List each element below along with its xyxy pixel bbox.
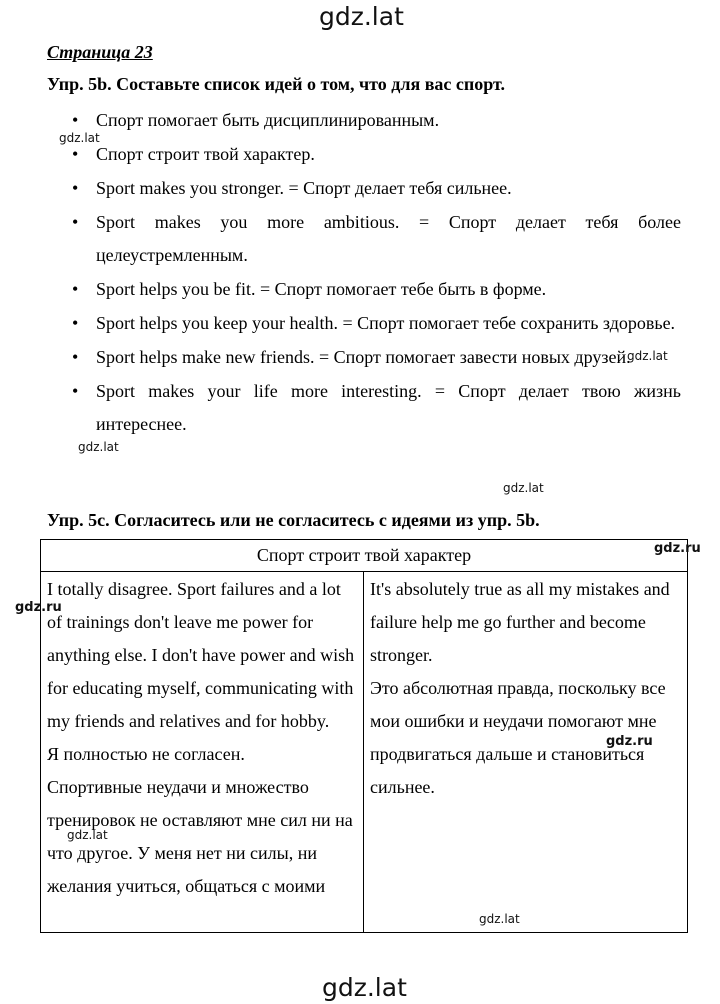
list-item: • Спорт помогает быть дисциплинированным. — [72, 104, 681, 137]
disagree-english: I totally disagree. Sport failures and a lot of trainings don't leave me power for anything else. I don't have power and wish for educating myself, communicating with my friends and relatives and for hobby. — [47, 579, 355, 731]
list-item: • Sport helps make new friends. = Спорт помогает завести новых друзей. — [72, 341, 681, 374]
disagree-russian-1: Я полностью не согласен. — [47, 744, 245, 764]
list-item: • Sport helps you be fit. = Спорт помогает тебе быть в форме. — [72, 273, 681, 306]
watermark: gdz.lat — [627, 349, 668, 363]
exercise-5b-heading: Упр. 5b. Составьте список идей о том, что для вас спорт. — [47, 74, 506, 94]
ideas-list — [72, 104, 681, 442]
list-item: • Спорт строит твой характер. — [72, 138, 681, 171]
watermark: gdz.ru — [654, 541, 701, 556]
list-item: • Sport makes your life more interesting. = Спорт делает твою жизнь интереснее. — [72, 375, 681, 441]
list-item: • Sport makes you more ambitious. = Спорт делает тебя более целеустремленным. — [72, 206, 681, 272]
list-item: • Sport helps you keep your health. = Спорт помогает тебе сохранить здоровье. — [72, 307, 681, 340]
disagree-russian-2: Спортивные неудачи и множество тренировок не оставляют мне сил ни на что другое. У меня нет ни силы, ни желания учиться, общаться с моими — [47, 777, 353, 896]
watermark: gdz.lat — [78, 440, 119, 454]
list-item: • Sport makes you stronger. = Спорт делает тебя сильнее. — [72, 172, 681, 205]
watermark-top: gdz.lat — [319, 2, 404, 31]
table-cell-disagree — [41, 572, 364, 932]
exercise-5c-heading: Упр. 5с. Согласитесь или не согласитесь с идеями из упр. 5b. — [47, 510, 540, 530]
watermark: gdz.lat — [67, 828, 108, 842]
watermark: gdz.ru — [606, 734, 653, 749]
agree-russian: Это абсолютная правда, поскольку все мои ошибки и неудачи помогают мне продвигаться дальше и становиться сильнее. — [370, 678, 666, 797]
watermark: gdz.lat — [59, 131, 100, 145]
agree-english: It's absolutely true as all my mistakes and failure help me go further and become stronger. — [370, 579, 670, 665]
watermark: gdz.lat — [503, 481, 544, 495]
watermark-bottom: gdz.lat — [322, 973, 407, 1002]
page-title: Страница 23 — [47, 42, 153, 62]
watermark: gdz.ru — [15, 600, 62, 615]
watermark: gdz.lat — [479, 912, 520, 926]
opinion-table — [40, 539, 688, 933]
table-header: Спорт строит твой характер — [41, 540, 687, 572]
table-cell-agree — [364, 572, 687, 932]
